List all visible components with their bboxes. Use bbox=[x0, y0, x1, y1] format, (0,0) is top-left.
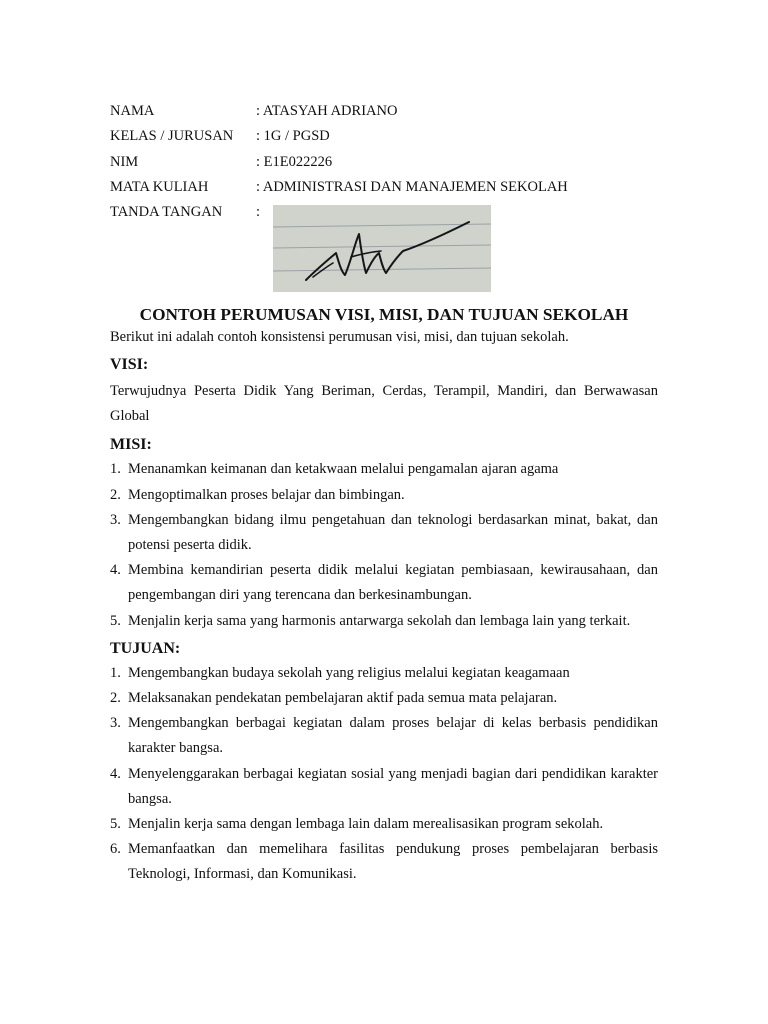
list-text: Mengembangkan berbagai kegiatan dalam proses belajar di kelas berbasis pendidikan karakter bangsa. bbox=[128, 715, 658, 757]
document-body bbox=[110, 303, 658, 888]
list-text: Mengoptimalkan proses belajar dan bimbingan. bbox=[128, 486, 405, 503]
list-number: 4. bbox=[110, 765, 121, 782]
list-item bbox=[110, 837, 658, 887]
list-item bbox=[110, 812, 658, 837]
list-number: 2. bbox=[110, 690, 121, 707]
misi-heading: MISI: bbox=[110, 436, 152, 454]
info-value: : ADMINISTRASI DAN MANAJEMEN SEKOLAH bbox=[256, 178, 568, 195]
list-number: 5. bbox=[110, 816, 121, 833]
list-item bbox=[110, 609, 658, 634]
signature-image bbox=[273, 205, 491, 292]
list-text: Memanfaatkan dan memelihara fasilitas pendukung proses pembelajaran berbasis Teknologi, Informasi, dan Komunikasi. bbox=[128, 841, 658, 883]
info-label: NAMA bbox=[110, 103, 155, 119]
list-number: 1. bbox=[110, 664, 121, 681]
list-number: 4. bbox=[110, 562, 121, 579]
list-number: 3. bbox=[110, 715, 121, 732]
document-title: CONTOH PERUMUSAN VISI, MISI, DAN TUJUAN SEKOLAH bbox=[139, 305, 629, 324]
info-value: : bbox=[256, 204, 261, 221]
info-label: KELAS / JURUSAN bbox=[110, 128, 234, 145]
info-value: : 1G / PGSD bbox=[256, 128, 330, 145]
list-item bbox=[110, 686, 658, 711]
list-number: 3. bbox=[110, 511, 121, 528]
list-text: Melaksanakan pendekatan pembelajaran aktif pada semua mata pelajaran. bbox=[128, 690, 558, 707]
visi-text: Terwujudnya Peserta Didik Yang Beriman, Cerdas, Terampil, Mandiri, dan Berwawasan Global bbox=[110, 383, 658, 425]
list-item bbox=[110, 762, 658, 812]
info-row-kelas bbox=[110, 126, 568, 151]
tujuan-heading: TUJUAN: bbox=[110, 639, 181, 657]
signature-icon bbox=[273, 205, 491, 292]
list-text: Mengembangkan bidang ilmu pengetahuan dan teknologi berdasarkan minat, bakat, dan potensi peserta didik. bbox=[128, 511, 658, 554]
list-item bbox=[110, 508, 658, 558]
list-text: Membina kemandirian peserta didik melalui kegiatan pembiasaan, kewirausahaan, dan pengembangan diri yang terencana dan berkesinambungan. bbox=[128, 562, 658, 604]
info-value: : E1E022226 bbox=[256, 153, 333, 170]
info-label: MATA KULIAH bbox=[110, 178, 209, 195]
list-number: 1. bbox=[110, 461, 121, 478]
intro-paragraph: Berikut ini adalah contoh konsistensi perumusan visi, misi, dan tujuan sekolah. bbox=[110, 329, 569, 345]
misi-list bbox=[110, 457, 658, 633]
list-item bbox=[110, 483, 658, 508]
info-label: TANDA TANGAN bbox=[110, 204, 223, 221]
list-text: Menanamkan keimanan dan ketakwaan melalui pengamalan ajaran agama bbox=[128, 461, 559, 478]
list-number: 6. bbox=[110, 841, 121, 858]
tujuan-list bbox=[110, 661, 658, 888]
list-number: 5. bbox=[110, 612, 121, 629]
info-value: : ATASYAH ADRIANO bbox=[256, 103, 398, 119]
info-label: NIM bbox=[110, 153, 139, 170]
list-item bbox=[110, 558, 658, 608]
info-row-mata-kuliah bbox=[110, 177, 568, 202]
list-text: Mengembangkan budaya sekolah yang religius melalui kegiatan keagamaan bbox=[128, 664, 570, 681]
list-text: Menjalin kerja sama dengan lembaga lain dalam merealisasikan program sekolah. bbox=[128, 816, 604, 833]
list-text: Menjalin kerja sama yang harmonis antarwarga sekolah dan lembaga lain yang terkait. bbox=[128, 612, 631, 629]
list-item bbox=[110, 661, 658, 686]
list-text: Menyelenggarakan berbagai kegiatan sosial yang menjadi bagian dari pendidikan karakter bangsa. bbox=[128, 765, 658, 807]
info-row-nim bbox=[110, 152, 568, 177]
visi-heading: VISI: bbox=[110, 356, 149, 373]
list-number: 2. bbox=[110, 486, 121, 503]
info-row-nama bbox=[110, 101, 568, 126]
list-item bbox=[110, 711, 658, 761]
list-item bbox=[110, 457, 658, 482]
